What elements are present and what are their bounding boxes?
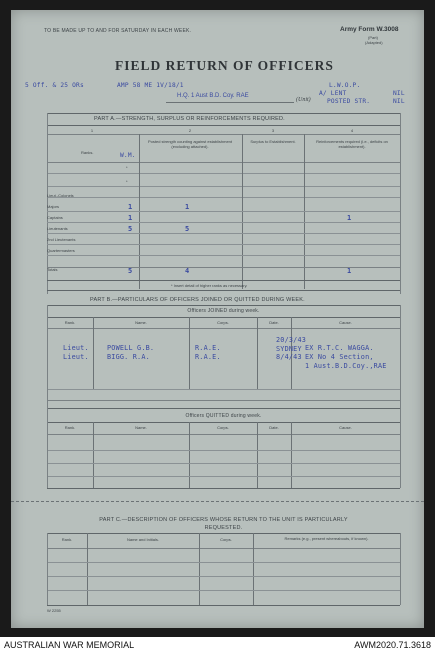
part-a-row-rule	[47, 197, 400, 198]
rank-majors: Majors	[47, 204, 60, 209]
col-number-rule	[47, 134, 400, 135]
joined-row-1-cause: EX R.T.C. WAGGA.	[305, 344, 374, 352]
joined-row-2-corps: R.A.E.	[195, 353, 221, 361]
joined-row-2-name: BIGG. R.A.	[107, 353, 150, 361]
perforation-line	[11, 501, 424, 502]
col-header-ranks: Ranks.	[81, 150, 94, 155]
unit-label: (Unit)	[296, 97, 311, 103]
part-c-row-rule	[47, 562, 400, 563]
part-c-bottom-rule	[47, 605, 400, 606]
part-c-col-name: Name and Initials.	[126, 537, 159, 542]
rank-quartermasters: Quartermasters	[47, 248, 75, 253]
quitted-col-name: Name.	[135, 425, 147, 430]
part-c-left-border	[47, 533, 48, 605]
form-number-adapted: (Adapted)	[365, 40, 383, 45]
joined-col-divider	[93, 317, 94, 389]
joined-col-corps: Corps.	[217, 320, 229, 325]
joined-row-2-rank: Lieut.	[63, 353, 89, 361]
typed-posted: POSTED STR.	[327, 98, 371, 105]
wm-mark: W.M.	[120, 152, 136, 159]
col-number-1: 1	[90, 128, 94, 133]
part-c-col-rank: Rank.	[61, 537, 73, 542]
quitted-row-rule	[47, 463, 400, 464]
part-a-heading-rule	[47, 125, 400, 126]
est-captains: 1	[128, 214, 133, 222]
part-a-top-rule	[47, 113, 400, 114]
typed-reference: AMP 58 ME 1V/18/1	[117, 82, 184, 89]
footer-institution: AUSTRALIAN WAR MEMORIAL	[4, 640, 135, 650]
quitted-top-rule	[47, 408, 400, 409]
part-c-row-rule	[47, 590, 400, 591]
quitted-heading-rule	[47, 422, 400, 423]
totals-reinforcements: 1	[347, 267, 352, 275]
top-notice: TO BE MADE UP TO AND FOR SATURDAY IN EACH WEEK.	[44, 28, 192, 34]
est-majors: 1	[128, 203, 133, 211]
quitted-col-corps: Corps.	[217, 425, 229, 430]
form-number-part: (Part)	[368, 35, 378, 40]
typed-lent: A/ LENT	[319, 90, 347, 97]
part-c-col-remarks: Remarks (e.g., present whereabouts, if known).	[284, 536, 369, 541]
joined-bottom-rule	[47, 400, 400, 401]
joined-row-1-name: POWELL G.B.	[107, 344, 155, 352]
part-c-right-border	[400, 533, 401, 605]
quitted-col-divider	[93, 422, 94, 488]
part-a-heading: PART A.—STRENGTH, SURPLUS OR REINFORCEMENTS REQUIRED.	[94, 116, 285, 122]
col-header-reinforcements: Reinforcements required (i.e., deficits on establishment).	[316, 139, 388, 149]
quitted-row-rule	[47, 450, 400, 451]
rank-captains: Captains	[47, 215, 63, 220]
joined-col-divider	[257, 317, 258, 389]
joined-row-3-cause: 1 Aust.B.D.Coy.,RAE	[305, 362, 387, 370]
col-number-3: 3	[271, 128, 275, 133]
quitted-col-rule	[47, 434, 400, 435]
joined-col-cause: Cause.	[339, 320, 352, 325]
part-a-row-rule	[47, 222, 400, 223]
quitted-col-rank: Rank.	[64, 425, 76, 430]
typed-posted-nil: NIL	[393, 98, 405, 105]
part-a-row-rule	[47, 211, 400, 212]
part-b-left-border	[47, 305, 48, 488]
typed-lwop: L.W.O.P.	[329, 82, 361, 89]
part-c-heading-2: REQUESTED.	[204, 525, 243, 531]
joined-row-1-date: 20/3/43	[276, 336, 307, 344]
joined-heading: Officers JOINED during week.	[187, 308, 260, 314]
totals-posted: 4	[185, 267, 190, 275]
typed-strength: 5 Off. & 25 ORs	[25, 82, 84, 89]
part-a-row-rule	[47, 173, 400, 174]
footer-accession: AWM2020.71.3618	[354, 640, 431, 650]
col-header-posted: Posted strength counting against establishment (excluding attached).	[147, 139, 233, 149]
totals-rule	[47, 280, 400, 281]
form-title: FIELD RETURN OF OFFICERS	[115, 58, 334, 73]
quitted-col-divider	[257, 422, 258, 488]
joined-col-divider	[189, 317, 190, 389]
est-lieutenants: 5	[128, 225, 133, 233]
part-b-right-border	[400, 305, 401, 488]
part-c-col-rule	[47, 548, 400, 549]
col-number-2: 2	[188, 128, 192, 133]
part-c-top-rule	[47, 533, 400, 534]
part-a-row-rule	[47, 162, 400, 163]
posted-majors: 1	[185, 203, 190, 211]
part-b-heading: PART B.—PARTICULARS OF OFFICERS JOINED OR QUITTED DURING WEEK.	[90, 297, 305, 303]
part-a-row-rule	[47, 255, 400, 256]
totals-establishment: 5	[128, 267, 133, 275]
quitted-bottom-rule	[47, 488, 400, 489]
quitted-col-divider	[189, 422, 190, 488]
col-number-4: 4	[350, 128, 354, 133]
part-b-heading-rule	[47, 305, 400, 306]
joined-col-name: Name.	[135, 320, 147, 325]
archive-footer	[0, 638, 435, 653]
part-a-row-rule	[47, 233, 400, 234]
rank-2nd-lieutenants: 2nd Lieutenants	[47, 237, 76, 242]
part-a-footnote: * Insert detail of higher ranks as necessary.	[171, 283, 248, 288]
part-a-right-border	[400, 113, 401, 294]
typed-lent-nil: NIL	[393, 90, 405, 97]
reinf-captains: 1	[347, 214, 352, 222]
quitted-row-rule	[47, 476, 400, 477]
print-code: W 2255	[47, 608, 61, 613]
part-c-col-divider	[199, 533, 200, 605]
joined-row-rule	[47, 389, 400, 390]
form-sheet	[11, 10, 424, 628]
part-c-col-divider	[253, 533, 254, 605]
quitted-heading: Officers QUITTED during week.	[185, 413, 262, 419]
joined-col-rank: Rank.	[64, 320, 76, 325]
quitted-col-cause: Cause.	[339, 425, 352, 430]
star-mark-1: *	[126, 165, 128, 170]
unit-underline	[166, 102, 294, 103]
rank-lt-col: Lieut.-Colonels	[47, 193, 74, 198]
joined-row-2-cause: EX No 4 Section,	[305, 353, 374, 361]
rank-lieutenants: Lieutenants	[47, 226, 68, 231]
part-c-row-rule	[47, 576, 400, 577]
joined-row-1-rank: Lieut.	[63, 344, 89, 352]
part-a-row-rule	[47, 244, 400, 245]
joined-heading-rule	[47, 317, 400, 318]
part-a-row-rule	[47, 186, 400, 187]
joined-row-1-corps: R.A.E.	[195, 344, 221, 352]
unit-name: H.Q. 1 Aust B.D. Coy. RAE	[177, 93, 249, 99]
col-header-surplus: Surplus to Establishment.	[250, 139, 296, 144]
quitted-col-divider	[291, 422, 292, 488]
quitted-col-date: Date.	[269, 425, 279, 430]
joined-col-rule	[47, 328, 400, 329]
part-c-heading-1: PART C.—DESCRIPTION OF OFFICERS WHOSE RETURN TO THE UNIT IS PARTICULARLY	[99, 517, 348, 523]
part-c-col-corps: Corps.	[220, 537, 232, 542]
part-c-col-divider	[87, 533, 88, 605]
part-a-bottom-rule	[47, 290, 400, 291]
joined-row-2-date: 8/4/43	[276, 353, 302, 361]
form-number: Army Form W.3008	[340, 26, 399, 33]
joined-col-date: Date.	[269, 320, 279, 325]
joined-row-2-date-place: SYDNEY	[276, 345, 302, 353]
star-mark-2: *	[126, 179, 128, 184]
posted-lieutenants: 5	[185, 225, 190, 233]
totals-label: Totals	[47, 267, 58, 272]
